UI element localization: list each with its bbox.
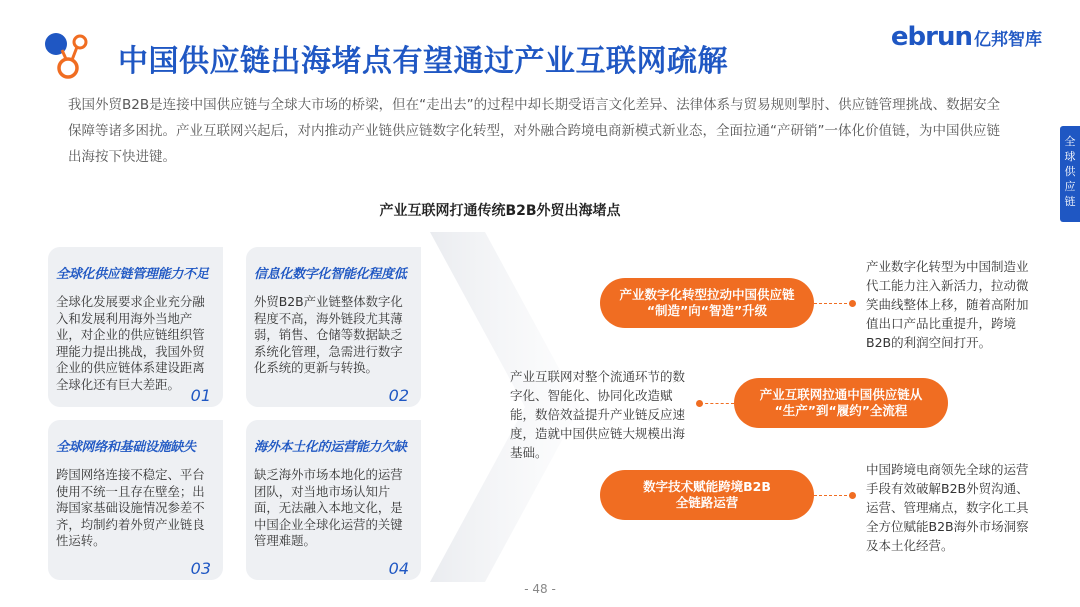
connector-dot-1	[849, 300, 856, 307]
pill-line: “生产”到“履约”全流程	[774, 403, 908, 418]
solution-note-3: 中国跨境电商领先全球的运营手段有效破解B2B外贸沟通、运营、管理痛点，数字化工具全方位赋能B2B海外市场洞察及本土化经营。	[866, 462, 1029, 553]
card-body: 缺乏海外市场本地化的运营团队，对当地市场认知片面，无法融入本地文化，是中国企业全球化运营的关键管理难题。	[254, 467, 403, 548]
card-title: 信息化数字化智能化程度低	[254, 267, 407, 282]
solution-note-2: 产业互联网对整个流通环节的数字化、智能化、协同化改造赋能，数倍效益提升产业链反应速度，造就中国供应链大规模出海基础。	[510, 369, 686, 460]
solution-pill-3	[600, 470, 814, 520]
brand-name-cn: 亿邦智库	[974, 30, 1042, 50]
card-body: 外贸B2B产业链整体数字化程度不高，海外链段尤其薄弱，销售、仓储等数据缺乏系统化管理，急需进行数字化系统的更新与转换。	[254, 294, 403, 375]
card-number: 01	[190, 386, 211, 405]
side-tab-char: 球	[1064, 150, 1076, 163]
solution-pill-2	[734, 378, 948, 428]
connector-line-1	[814, 303, 852, 304]
diagram-subtitle: 产业互联网打通传统B2B外贸出海堵点	[379, 203, 621, 219]
logo-mark-icon	[40, 30, 98, 82]
side-tab-char: 供	[1064, 165, 1076, 178]
side-tab-char: 应	[1064, 180, 1076, 193]
pill-line: 全链路运营	[675, 495, 739, 510]
connector-line-3	[814, 495, 852, 496]
card-title: 海外本土化的运营能力欠缺	[254, 440, 407, 455]
brand-name-en: ebrun	[890, 22, 972, 52]
card-body: 全球化发展要求企业充分融入和发展利用海外当地产业，对企业的供应链组织管理能力提出挑战，我国外贸企业的供应链体系建设距离全球化还有巨大差距。	[56, 294, 205, 392]
intro-paragraph: 我国外贸B2B是连接中国供应链与全球大市场的桥梁，但在“走出去”的过程中却长期受语言文化差异、法律体系与贸易规则掣肘、供应链管理挑战、数据安全保障等诸多困扰。产业互联网兴起后，对内推动产业链供应链数字化转型，对外融合跨境电商新模式新业态，全面拉通“产研销”一体化价值链，为中国供应链出海按下快进键。	[68, 97, 1001, 165]
page-number: - 48 -	[524, 582, 556, 596]
obstacle-card-3	[48, 420, 223, 580]
card-body: 跨国网络连接不稳定、平台使用不统一且存在壁垒；出海国家基础设施情况参差不齐，均制约着外贸产业链良性运转。	[56, 467, 205, 548]
obstacle-card-4	[246, 420, 421, 580]
side-tab-char: 链	[1064, 195, 1076, 208]
connector-dot-2	[696, 400, 703, 407]
card-title: 全球化供应链管理能力不足	[56, 267, 209, 282]
side-section-tab[interactable]	[1060, 126, 1080, 222]
brand-logo	[891, 22, 1042, 52]
connector-dot-3	[849, 492, 856, 499]
page-title: 中国供应链出海堵点有望通过产业互联网疏解	[118, 44, 728, 79]
card-number: 03	[190, 559, 211, 578]
pill-line: 产业互联网拉通中国供应链从	[759, 387, 923, 402]
pill-line: 数字技术赋能跨境B2B	[643, 479, 771, 494]
solution-pill-1	[600, 278, 814, 328]
card-number: 04	[388, 559, 409, 578]
card-number: 02	[388, 386, 409, 405]
obstacle-card-1	[48, 247, 223, 407]
side-tab-char: 全	[1064, 135, 1076, 148]
solution-note-1: 产业数字化转型为中国制造业代工能力注入新活力，拉动微笑曲线整体上移，随着高附加值出口产品比重提升，跨境B2B的利润空间打开。	[866, 259, 1029, 350]
pill-line: “制造”向“智造”升级	[646, 303, 768, 318]
connector-line-2	[700, 403, 734, 404]
obstacle-card-2	[246, 247, 421, 407]
card-title: 全球网络和基础设施缺失	[56, 440, 196, 455]
pill-line: 产业数字化转型拉动中国供应链	[619, 287, 795, 302]
